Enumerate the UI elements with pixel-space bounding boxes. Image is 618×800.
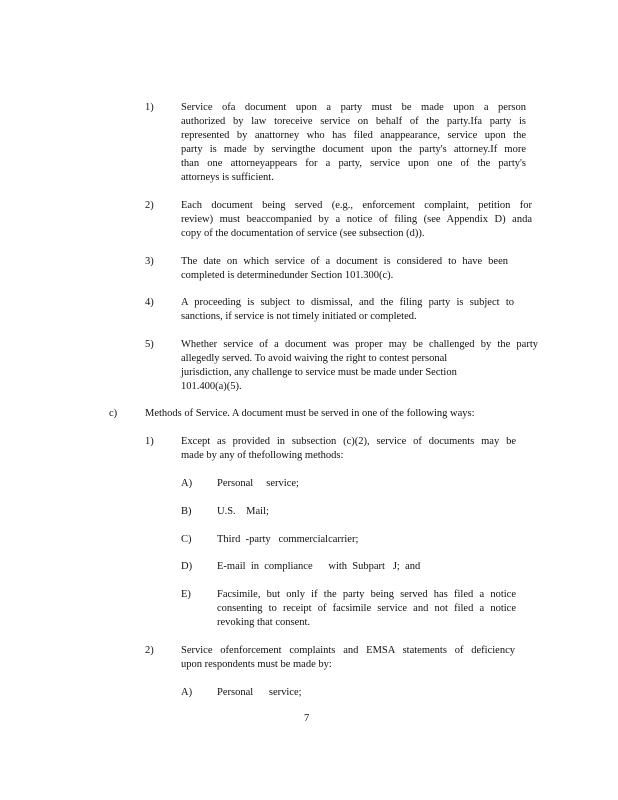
page-number: 7 bbox=[304, 713, 310, 724]
list-text: Service ofenforcement complaints and EMSA statements of deficiency upon respondents must be made by: bbox=[181, 645, 515, 670]
list-text: Except as provided in subsection (c)(2), service of documents may be made by any of thefollowing methods: bbox=[181, 436, 516, 461]
section-number: c) bbox=[109, 408, 118, 419]
sub-list-letter: E) bbox=[181, 589, 191, 600]
list-text: The date on which service of a document is considered to have been completed is determinedunder Section 101.300(c). bbox=[181, 256, 508, 281]
sub-list-text: Third -party commercialcarrier; bbox=[217, 534, 359, 545]
list-text: A proceeding is subject to dismissal, and the filing party is subject to sanctions, if service is not timely initiated or completed. bbox=[181, 297, 514, 322]
list-number: 4) bbox=[145, 297, 154, 308]
list-number: 1) bbox=[145, 102, 154, 113]
list-text: Service ofa document upon a party must be made upon a person authorized by law toreceive service on behalf of the party.Ifa party is represented by anattorney who has filed anappearance, service upon the party is made by servingthe document upon the party's attorney.If more than one attorneyappears for a party, service upon one of the party's attorneys is sufficient. bbox=[181, 102, 526, 183]
sub-list-letter: A) bbox=[181, 687, 193, 698]
section-text: Methods of Service. A document must be served in one of the following ways: bbox=[145, 408, 475, 419]
list-number: 2) bbox=[145, 200, 154, 211]
list-number: 1) bbox=[145, 436, 154, 447]
sub-list-text: Personal service; bbox=[217, 687, 302, 698]
list-number: 2) bbox=[145, 645, 154, 656]
list-text: Each document being served (e.g., enforcement complaint, petition for review) must beaccompanied by a notice of filing (see Appendix D) anda copy of the documentation of service (see subsection (d)). bbox=[181, 200, 532, 239]
sub-list-letter: B) bbox=[181, 506, 192, 517]
sub-list-letter: A) bbox=[181, 478, 193, 489]
list-number: 3) bbox=[145, 256, 154, 267]
sub-list-text: U.S. Mail; bbox=[217, 506, 269, 517]
sub-list-letter: D) bbox=[181, 561, 193, 572]
sub-list-text: E-mail in compliance with Subpart J; and bbox=[217, 561, 421, 572]
list-text: Whether service of a document was proper may be challenged by the party allegedly served. To avoid waiving the right to contest personal jurisdiction, any challenge to service must be made under Section 101.400(a)(5). bbox=[181, 339, 538, 392]
sub-list-text: Personal service; bbox=[217, 478, 299, 489]
list-number: 5) bbox=[145, 339, 154, 350]
sub-list-letter: C) bbox=[181, 534, 192, 545]
sub-list-text: Facsimile, but only if the party being served has filed a notice consenting to receipt of facsimile service and not filed a notice revoking that consent. bbox=[217, 589, 516, 628]
